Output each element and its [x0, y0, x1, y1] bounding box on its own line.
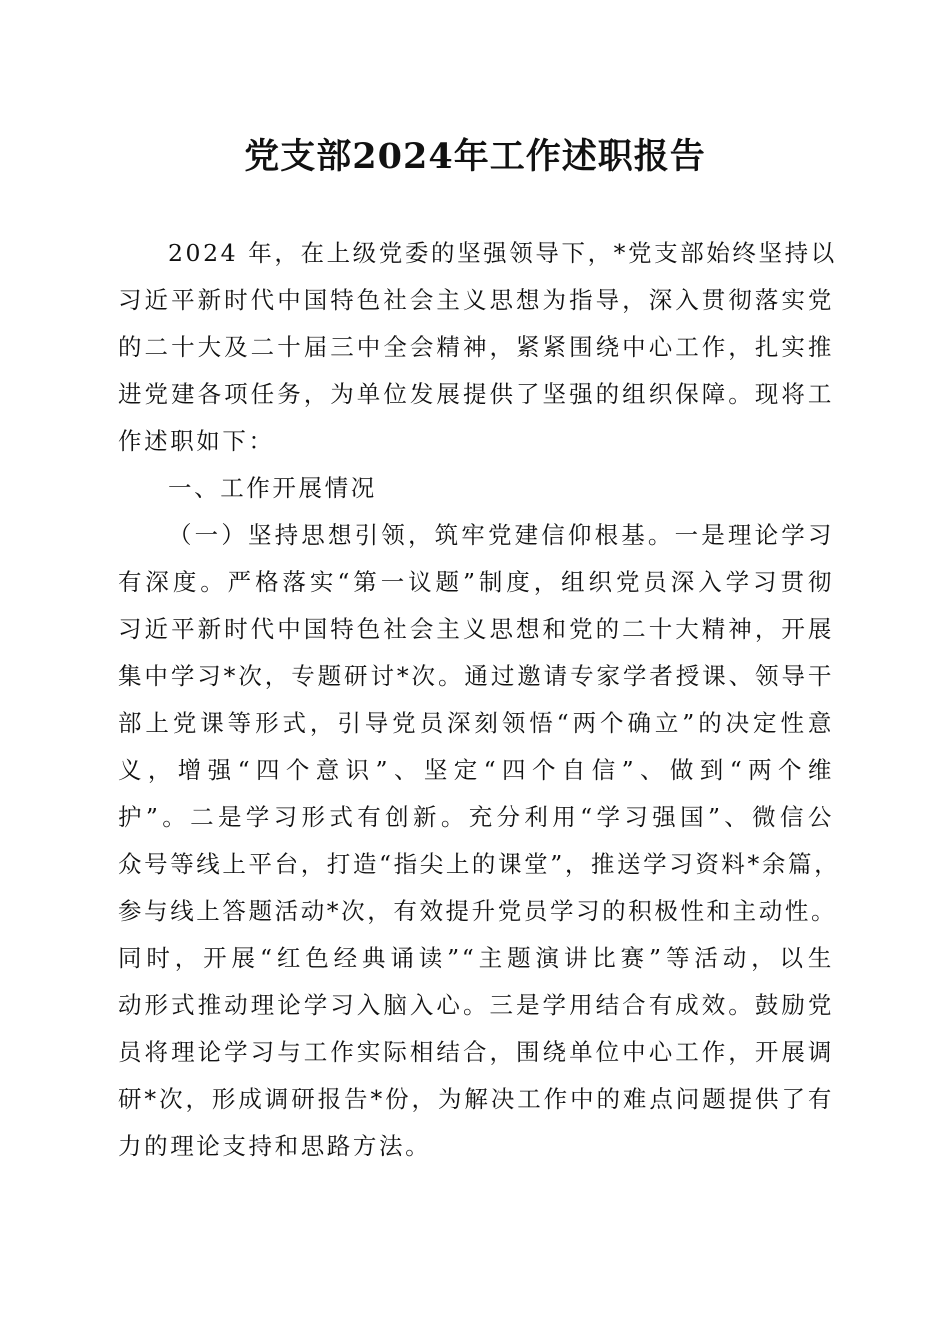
- section-heading: 一、工作开展情况: [168, 474, 377, 502]
- paragraph-line: 同时，开展“红色经典诵读”“主题演讲比赛”等活动，以生: [118, 944, 834, 972]
- subsection-heading: （一）坚持思想引领，筑牢党建信仰根基。: [168, 521, 675, 549]
- paragraph-line: 部上党课等形式，引导党员深刻领悟“两个确立”的决定性意: [118, 709, 834, 737]
- paragraph-line: 参与线上答题活动*次，有效提升党员学习的积极性和主动性。: [118, 897, 838, 925]
- document-title: 党支部2024年工作述职报告: [244, 136, 706, 177]
- paragraph-line: 集中学习*次，专题研讨*次。通过邀请专家学者授课、领导干: [118, 662, 834, 690]
- intro-line-2: 习近平新时代中国特色社会主义思想为指导，深入贯彻落实党: [118, 286, 834, 314]
- paragraph-line: 动形式推动理论学习入脑入心。三是学用结合有成效。鼓励党: [118, 991, 834, 1019]
- paragraph-line: 研*次，形成调研报告*份，为解决工作中的难点问题提供了有: [118, 1085, 834, 1113]
- paragraph-line: 习近平新时代中国特色社会主义思想和党的二十大精神，开展: [118, 615, 834, 643]
- paragraph-line: 众号等线上平台，打造“指尖上的课堂”，推送学习资料*余篇，: [118, 850, 841, 878]
- intro-line-5: 作述职如下：: [118, 427, 275, 455]
- document-body: [118, 230, 841, 1170]
- paragraph-line: 义，增强“四个意识”、坚定“四个自信”、做到“两个维: [118, 756, 834, 784]
- intro-line-3: 的二十大及二十届三中全会精神，紧紧围绕中心工作，扎实推: [118, 333, 834, 361]
- paragraph-line: 有深度。严格落实“第一议题”制度，组织党员深入学习贯彻: [118, 568, 834, 596]
- paragraph-line: 员将理论学习与工作实际相结合，围绕单位中心工作，开展调: [118, 1038, 834, 1066]
- intro-line-4: 进党建各项任务，为单位发展提供了坚强的组织保障。现将工: [118, 380, 834, 408]
- paragraph-line: 护”。二是学习形式有创新。充分利用“学习强国”、微信公: [118, 803, 834, 831]
- intro-line-1: 2024 年，在上级党委的坚强领导下，*党支部始终坚持以: [168, 239, 837, 267]
- subsection-first-line: [118, 512, 834, 559]
- paragraph-line: 力的理论支持和思路方法。: [118, 1132, 432, 1160]
- subsection-first-line-rest: 一是理论学习: [674, 521, 834, 549]
